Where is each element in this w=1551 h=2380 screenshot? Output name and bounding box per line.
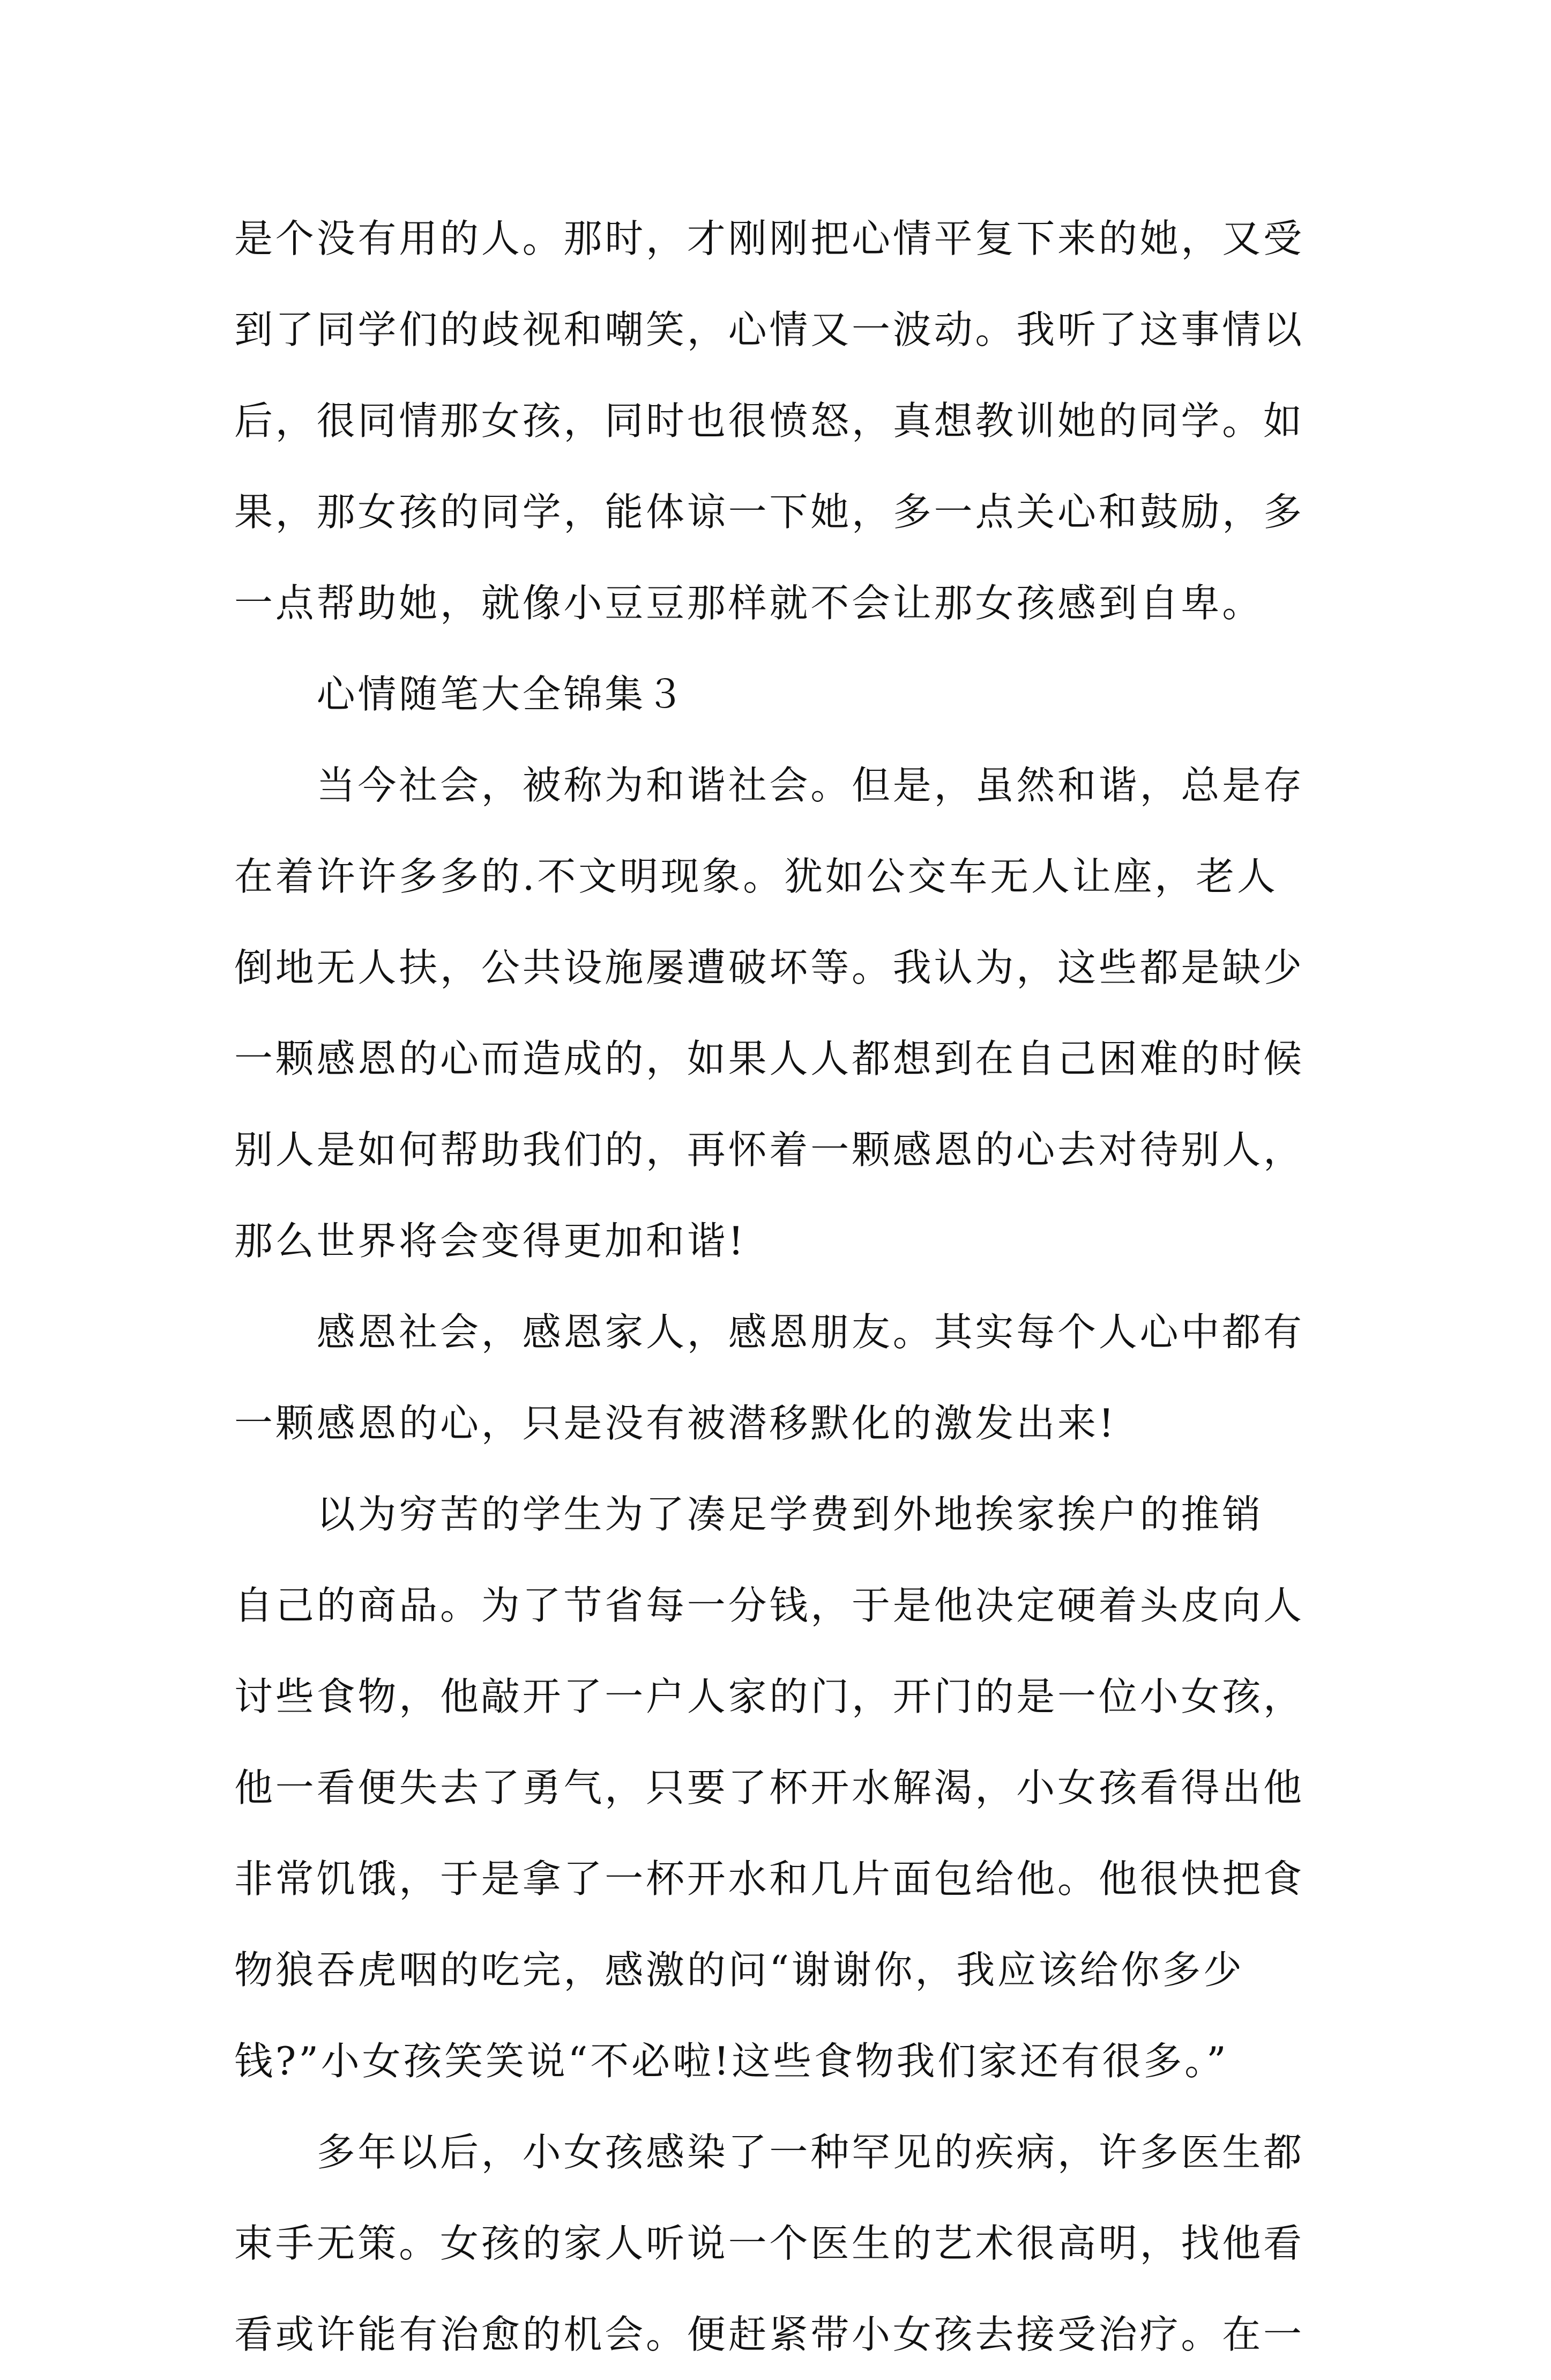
text-line: 在着许许多多的.不文明现象。犹如公交车无人让座，老人 <box>234 854 1278 899</box>
text-line: 束手无策。女孩的家人听说一个医生的艺术很高明，找他看 <box>234 2221 1304 2266</box>
text-line: 一颗感恩的心，只是没有被潜移默化的激发出来! <box>234 1401 1117 1446</box>
text-line: 一点帮助她，就像小豆豆那样就不会让那女孩感到自卑。 <box>234 581 1264 626</box>
text-line: 钱?”小女孩笑笑说“不必啦!这些食物我们家还有很多。” <box>234 2039 1229 2084</box>
section-heading: 心情随笔大全锦集３ <box>234 672 687 717</box>
body-text <box>234 193 1338 2380</box>
text-line: 那么世界将会变得更加和谐! <box>234 1218 747 1263</box>
text-line: 看或许能有治愈的机会。便赶紧带小女孩去接受治疗。在一 <box>234 2312 1304 2357</box>
text-line: 他一看便失去了勇气，只要了杯开水解渴，小女孩看得出他 <box>234 1765 1304 1810</box>
text-line: 一颗感恩的心而造成的，如果人人都想到在自己困难的时候 <box>234 1036 1304 1081</box>
text-line: 多年以后，小女孩感染了一种罕见的疾病，许多医生都 <box>234 2130 1304 2175</box>
text-line: 倒地无人扶，公共设施屡遭破坏等。我认为，这些都是缺少 <box>234 945 1304 990</box>
text-line: 非常饥饿，于是拿了一杯开水和几片面包给他。他很快把食 <box>234 1856 1304 1901</box>
text-line: 自己的商品。为了节省每一分钱，于是他决定硬着头皮向人 <box>234 1583 1304 1628</box>
text-line: 讨些食物，他敲开了一户人家的门，开门的是一位小女孩， <box>234 1674 1304 1719</box>
text-line: 是个没有用的人。那时，才刚刚把心情平复下来的她，又受 <box>234 216 1304 261</box>
text-line: 以为穷苦的学生为了凑足学费到外地挨家挨户的推销 <box>234 1492 1264 1537</box>
text-line: 果，那女孩的同学，能体谅一下她，多一点关心和鼓励，多 <box>234 489 1304 534</box>
text-line: 感恩社会，感恩家人，感恩朋友。其实每个人心中都有 <box>234 1310 1304 1355</box>
text-line: 物狼吞虎咽的吃完，感激的问“谢谢你，我应该给你多少 <box>234 1947 1244 1992</box>
text-line: 后，很同情那女孩，同时也很愤怒，真想教训她的同学。如 <box>234 398 1304 443</box>
text-line: 到了同学们的歧视和嘲笑，心情又一波动。我听了这事情以 <box>234 307 1304 352</box>
text-line: 别人是如何帮助我们的，再怀着一颗感恩的心去对待别人， <box>234 1127 1304 1172</box>
text-line: 当今社会，被称为和谐社会。但是，虽然和谐，总是存 <box>234 763 1304 808</box>
